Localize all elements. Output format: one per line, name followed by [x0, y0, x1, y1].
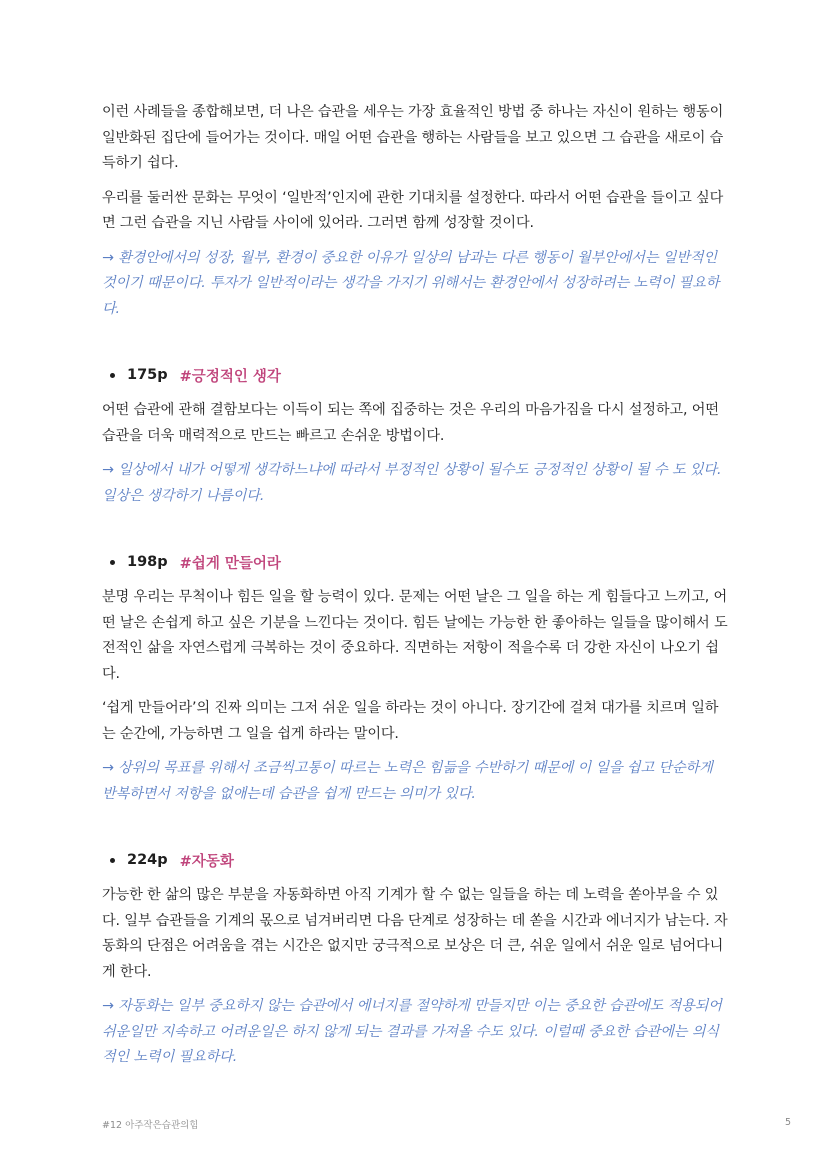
section-paragraph: 가능한 한 삶의 많은 부분을 자동화하면 아직 기계가 할 수 없는 일들을 하는 데 노력을 쏟아부을 수 있다. 일부 습관들을 기계의 몫으로 넘겨버리면 다음 단계로 성장하는 데 쏟을 시간과 에너지가 남는다. 자동화의 단점은 어려움을 겪는 시간은 없지만 궁극적으로 보상은 더 큰, 쉬운 일에서 쉬운 일로 넘어다니게 한다.	[102, 887, 728, 980]
bullet-icon	[110, 373, 115, 378]
section-page: 175p	[127, 367, 168, 383]
section-page: 224p	[127, 852, 168, 868]
document-body	[102, 100, 728, 1071]
page-footer	[102, 1117, 791, 1131]
intro-paragraph-1: 이런 사례들을 종합해보면, 더 나은 습관을 세우는 가장 효율적인 방법 중 하나는 자신이 원하는 행동이 일반화된 집단에 들어가는 것이다. 매일 어떤 습관을 행하는 사람들을 보고 있으면 그 습관을 새로이 습득하기 쉽다.	[102, 104, 724, 171]
footer-title: #12 아주작은습관의힘	[102, 1120, 199, 1131]
bullet-icon	[110, 858, 115, 863]
section-224p	[102, 847, 728, 1071]
section-tag: #자동화	[179, 853, 234, 870]
intro-note: → 환경안에서의 성장, 월부, 환경이 중요한 이유가 일상의 남과는 다른 행동이 월부안에서는 일반적인 것이기 때문이다. 투자가 일반적이라는 생각을 가지기 위해서는 환경안에서 성장하려는 노력이 필요하다.	[102, 249, 720, 317]
section-heading	[102, 362, 728, 388]
section-tag: #긍정적인 생각	[179, 368, 281, 385]
section-heading	[102, 549, 728, 575]
section-198p	[102, 549, 728, 807]
section-paragraph: 어떤 습관에 관해 결함보다는 이득이 되는 쪽에 집중하는 것은 우리의 마음가짐을 다시 설정하고, 어떤 습관을 더욱 매력적으로 만드는 빠르고 손쉬운 방법이다.	[102, 402, 719, 444]
section-paragraph: ‘쉽게 만들어라’의 진짜 의미는 그저 쉬운 일을 하라는 것이 아니다. 장기간에 걸쳐 대가를 치르며 일하는 순간에, 가능하면 그 일을 쉽게 하라는 말이다.	[102, 700, 719, 742]
section-tag: #쉽게 만들어라	[179, 555, 281, 572]
section-note: → 일상에서 내가 어떻게 생각하느냐에 따라서 부정적인 상황이 될수도 긍정적인 상황이 될 수 도 있다. 일상은 생각하기 나름이다.	[102, 462, 722, 504]
section-note: → 자동화는 일부 중요하지 않는 습관에서 에너지를 절약하게 만들지만 이는 중요한 습관에도 적용되어 쉬운일만 지속하고 어려운일은 하지 않게 되는 결과를 가져올 수도 있다. 이럴때 중요한 습관에는 의식적인 노력이 필요하다.	[102, 998, 722, 1065]
section-paragraph: 분명 우리는 무척이나 힘든 일을 할 능력이 있다. 문제는 어떤 날은 그 일을 하는 게 힘들다고 느끼고, 어떤 날은 손쉽게 하고 싶은 기분을 느낀다는 것이다. 힘든 날에는 가능한 한 좋아하는 일들을 많이해서 도전적인 삶을 자연스럽게 극복하는 것이 중요하다. 직면하는 저항이 적을수록 더 강한 자신이 나오기 쉽다.	[102, 589, 728, 682]
section-page: 198p	[127, 554, 168, 570]
intro-paragraph-2: 우리를 둘러싼 문화는 무엇이 ‘일반적’인지에 관한 기대치를 설정한다. 따라서 어떤 습관을 들이고 싶다면 그런 습관을 지닌 사람들 사이에 있어라. 그러면 함께 성장할 것이다.	[102, 189, 724, 231]
section-heading	[102, 847, 728, 873]
section-175p	[102, 362, 728, 509]
footer-page-number: 5	[784, 1117, 791, 1128]
section-note: → 상위의 목표를 위해서 조금씩고통이 따르는 노력은 힘듦을 수반하기 때문에 이 일을 쉽고 단순하게 반복하면서 저항을 없애는데 습관을 쉽게 만드는 의미가 있다.	[102, 760, 713, 802]
bullet-icon	[110, 560, 115, 565]
